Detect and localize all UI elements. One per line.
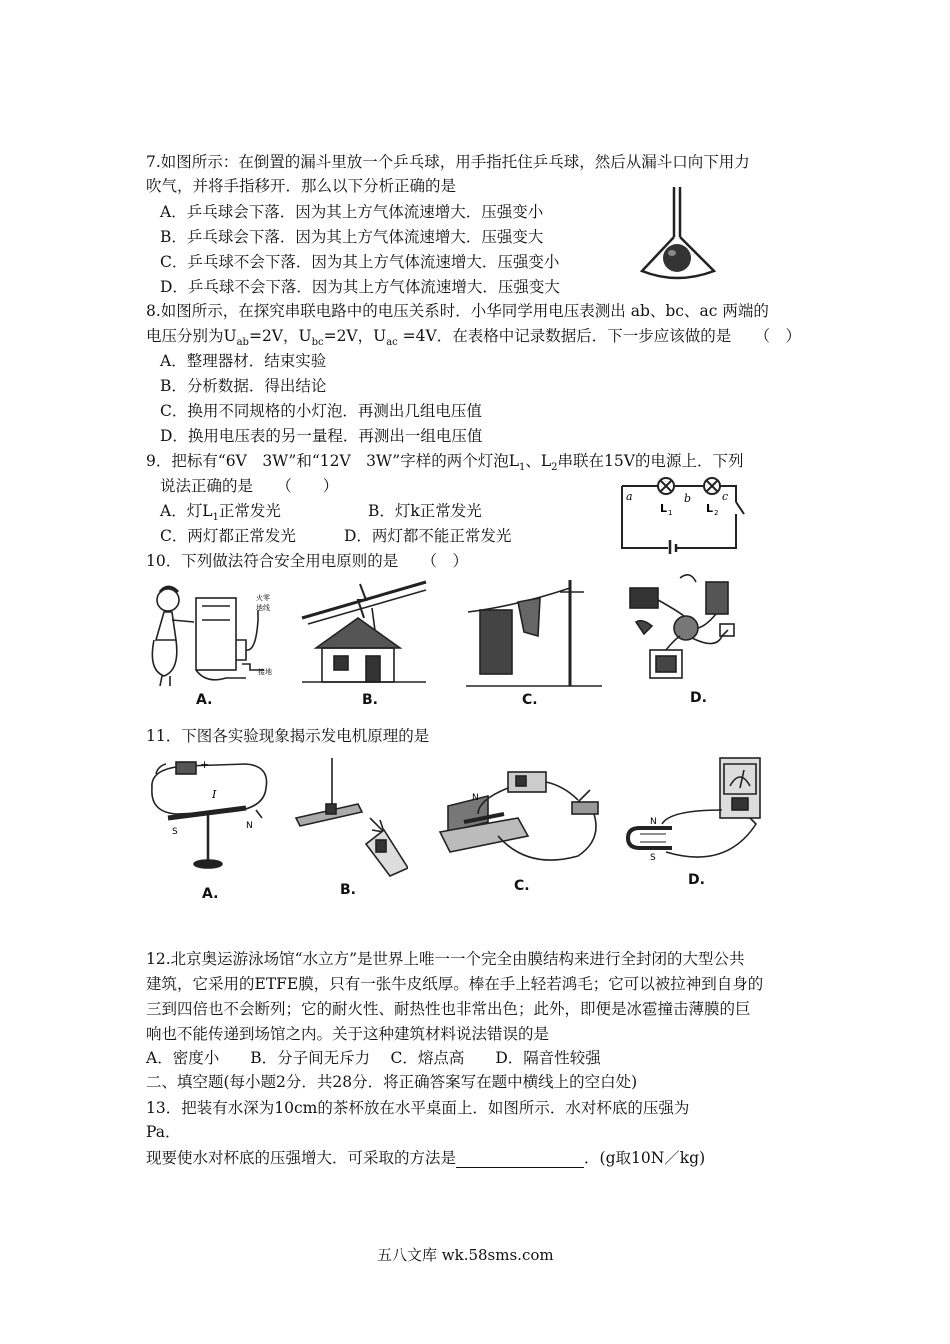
q7-option-d: D．乒乓球不会下落．因为其上方气体流速增大．压强变大 bbox=[160, 278, 560, 296]
q7-option-b: B．乒乓球会下落．因为其上方气体流速增大．压强变大 bbox=[160, 228, 544, 246]
q11-label-c: C. bbox=[514, 878, 530, 894]
q8-option-a: A．整理器材．结束实验 bbox=[160, 352, 327, 370]
q10-figure-a-woman-appliance bbox=[146, 580, 278, 690]
q13-line2: Pa． bbox=[146, 1123, 181, 1141]
q10-label-d: D. bbox=[690, 690, 707, 706]
q10-a-tag-2: 地线 bbox=[256, 604, 270, 612]
q10-stem: 10．下列做法符合安全用电原则的是 （ ） bbox=[146, 552, 468, 570]
q10-figure-b-house-wires bbox=[300, 578, 428, 690]
q11-figure-b-hanging-magnet bbox=[292, 758, 408, 878]
q11-a-mark-current: I bbox=[212, 788, 217, 801]
q10-a-tag-3: 接地 bbox=[258, 668, 272, 676]
q11-a-mark-n: N bbox=[246, 821, 253, 831]
q12-line1: 12.北京奥运游泳场馆“水立方”是世界上唯一一个完全由膜结构来进行全封闭的大型公共 bbox=[146, 950, 745, 968]
circuit-label-l1-sub: 1 bbox=[668, 509, 673, 517]
q7-stem-line2: 吹气，并将手指移开．那么以下分析正确的是 bbox=[146, 177, 457, 195]
q10-a-tag-1: 火零 bbox=[256, 594, 270, 602]
q10-label-a: A. bbox=[196, 692, 213, 708]
q11-d-mark-s: S bbox=[650, 853, 656, 863]
q7-stem-line1: 7.如图所示：在倒置的漏斗里放一个乒乓球，用手指托住乒乓球，然后从漏斗口向下用力 bbox=[146, 153, 750, 171]
q9-option-b: B．灯k正常发光 bbox=[368, 502, 482, 520]
q8-option-b: B．分析数据．得出结论 bbox=[160, 377, 327, 395]
q7-option-c: C．乒乓球不会下落．因为其上方气体流速增大．压强变小 bbox=[160, 253, 560, 271]
q11-label-b: B. bbox=[340, 882, 356, 898]
q11-a-mark-s: S bbox=[172, 827, 178, 837]
q12-line4: 响也不能传递到场馆之内。关于这种建筑材料说法错误的是 bbox=[146, 1025, 550, 1043]
q12-options: A．密度小 B．分子间无斥力 C．熔点高 D．隔音性较强 bbox=[146, 1049, 601, 1067]
q11-c-mark-n: N bbox=[472, 793, 479, 803]
q11-figure-d-galvanometer-magnet bbox=[626, 754, 772, 874]
q11-stem: 11．下图各实验现象揭示发电机原理的是 bbox=[146, 727, 430, 745]
q13-line3: 现要使水对杯底的压强增大．可采取的方法是 ．(g取10N／kg) bbox=[146, 1149, 706, 1167]
q9-option-d: D．两灯都不能正常发光 bbox=[344, 527, 512, 545]
q10-label-c: C. bbox=[522, 692, 538, 708]
q11-figure-a-coil-magnet bbox=[146, 758, 278, 878]
q10-figure-c-clothes-on-wire bbox=[466, 576, 602, 690]
q13-answer-blank bbox=[456, 1151, 584, 1168]
q11-d-mark-n: N bbox=[650, 817, 657, 827]
circuit-label-a: a bbox=[626, 490, 633, 503]
circuit-label-l1: L bbox=[660, 502, 668, 515]
q9-option-c: C．两灯都正常发光 bbox=[160, 527, 296, 545]
q11-label-d: D. bbox=[688, 872, 705, 888]
q9-option-a: A．灯$L_1$正常发光 bbox=[160, 502, 281, 524]
section-2-heading: 二、填空题(每小题2分．共28分．将正确答案写在题中横线上的空白处) bbox=[146, 1073, 638, 1091]
q11-figure-c-magnet-switch-circuit bbox=[438, 766, 604, 878]
q11-a-mark-plus: + bbox=[200, 758, 210, 771]
page-footer: 五八文库 wk.58sms.com bbox=[377, 1246, 554, 1264]
circuit-label-l2-sub: 2 bbox=[714, 509, 719, 517]
q7-option-a: A．乒乓球会下落．因为其上方气体流速增大．压强变小 bbox=[160, 203, 544, 221]
q12-line2: 建筑，它采用的ETFE膜，只有一张牛皮纸厚。棒在手上轻若鸿毛；它可以被拉神到自身的 bbox=[146, 975, 764, 993]
q8-stem-line1: 8.如图所示，在探究串联电路中的电压关系时．小华同学用电压表测出 ab、bc、ac 两端的 bbox=[146, 302, 769, 320]
q8-option-d: D．换用电压表的另一量程．再测出一组电压值 bbox=[160, 427, 483, 445]
q10-figure-d-overloaded-socket bbox=[626, 570, 742, 686]
q9-stem-line1: 9．把标有“6V 3W”和“12V 3W”字样的两个灯泡$L_1$、$L_2$串联在15V的电源上．下列 bbox=[146, 452, 744, 474]
q8-stem-line2: 电压分别为$U_{ab}=2V$，$U_{bc}=2V$，$U_{ac} =4V$．在表格中记录数据后．下一步应该做的是 （ ） bbox=[146, 327, 801, 349]
q12-line3: 三到四倍也不会断列；它的耐火性、耐热性也非常出色；此外，即便是冰雹撞击薄膜的巨 bbox=[146, 1000, 751, 1018]
series-circuit-figure bbox=[612, 472, 752, 554]
circuit-label-l2: L bbox=[706, 502, 714, 515]
q9-stem-line2: 说法正确的是 （ ） bbox=[160, 477, 339, 495]
funnel-pingpong-figure bbox=[636, 185, 720, 285]
q11-label-a: A. bbox=[202, 886, 219, 902]
circuit-label-b: b bbox=[684, 492, 692, 505]
q13-line1: 13．把装有水深为10cm的茶杯放在水平桌面上．如图所示．水对杯底的压强为 bbox=[146, 1099, 690, 1117]
q8-option-c: C．换用不同规格的小灯泡．再测出几组电压值 bbox=[160, 402, 482, 420]
q10-label-b: B. bbox=[362, 692, 378, 708]
circuit-label-c: c bbox=[722, 490, 729, 503]
